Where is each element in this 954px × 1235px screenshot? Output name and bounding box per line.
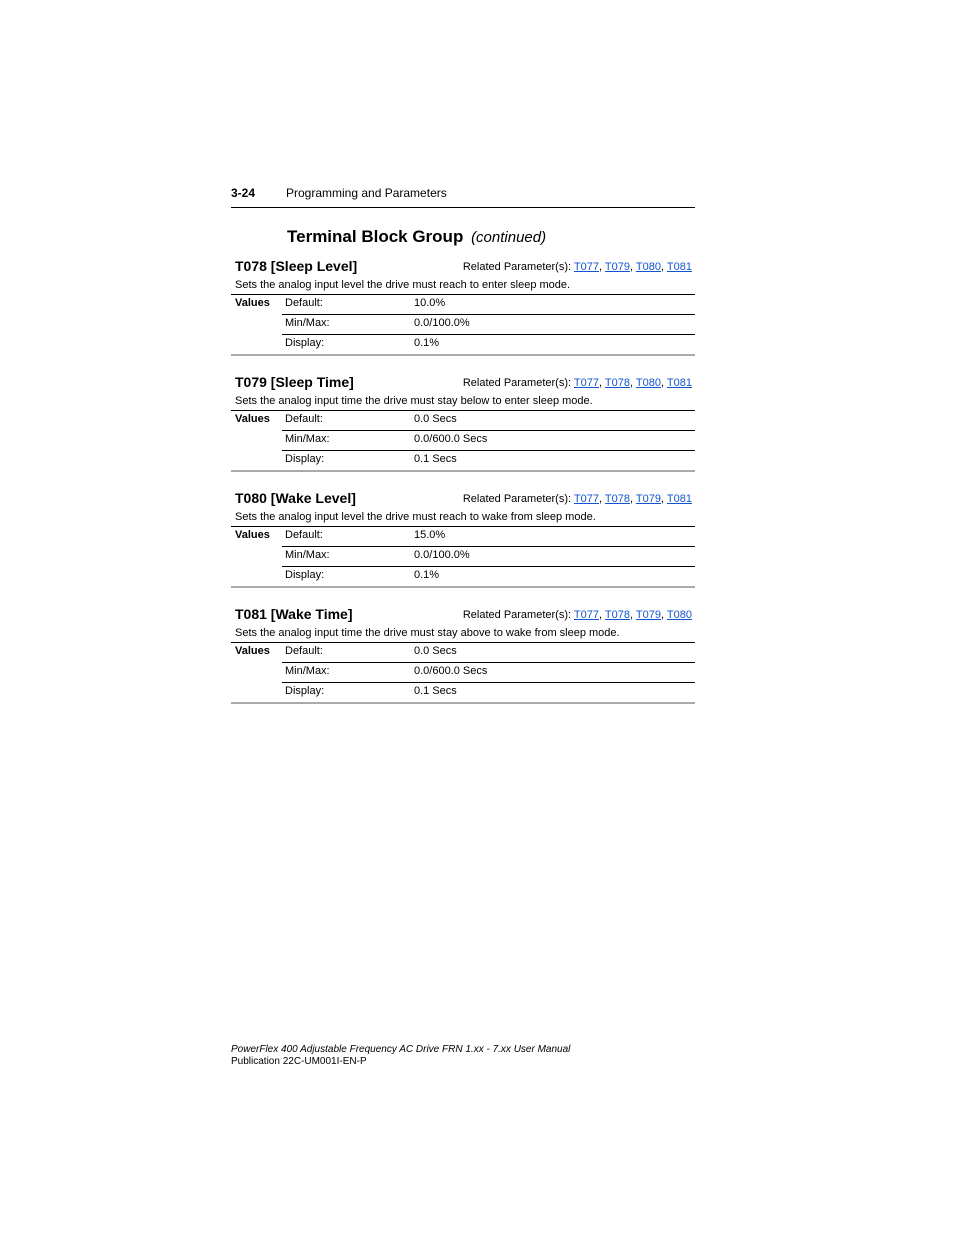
related-link[interactable]: T080 xyxy=(666,609,692,621)
value-row-display xyxy=(282,567,695,586)
value-cell: 0.0/100.0% xyxy=(414,549,470,561)
value-row-minmax xyxy=(282,547,695,567)
value-cell: 0.0/600.0 Secs xyxy=(414,433,488,445)
value-row-minmax xyxy=(282,663,695,683)
footer-manual-title: PowerFlex 400 Adjustable Frequency AC Drive FRN 1.xx - 7.xx User Manual xyxy=(231,1044,571,1055)
block-end-rule xyxy=(231,354,695,356)
value-row-minmax xyxy=(282,315,695,335)
value-row-minmax xyxy=(282,431,695,451)
parameter-title: T078 [Sleep Level] xyxy=(235,258,358,274)
value-key: Min/Max: xyxy=(285,665,330,677)
related-link[interactable]: T078 xyxy=(604,493,630,505)
parameter-block-t081 xyxy=(231,606,695,706)
parameter-title: T081 [Wake Time] xyxy=(235,606,353,622)
values-label: Values xyxy=(235,297,270,309)
values-label: Values xyxy=(235,413,270,425)
value-cell: 0.0 Secs xyxy=(414,645,457,657)
value-cell: 15.0% xyxy=(414,529,446,541)
value-cell: 0.1 Secs xyxy=(414,453,457,465)
related-label: Related Parameter(s): xyxy=(462,377,572,389)
related-link[interactable]: T081 xyxy=(666,377,692,389)
footer-publication: Publication 22C-UM001I-EN-P xyxy=(231,1056,367,1067)
page-header xyxy=(231,184,695,208)
value-cell: 0.0/100.0% xyxy=(414,317,470,329)
value-key: Min/Max: xyxy=(285,549,330,561)
value-row-display xyxy=(282,451,695,470)
value-key: Display: xyxy=(285,337,325,349)
value-cell: 0.0/600.0 Secs xyxy=(414,665,488,677)
related-label: Related Parameter(s): xyxy=(462,609,572,621)
value-cell: 10.0% xyxy=(414,297,446,309)
parameter-description: Sets the analog input level the drive must reach to enter sleep mode. xyxy=(235,279,571,291)
related-label: Related Parameter(s): xyxy=(462,493,572,505)
related-link[interactable]: T077 xyxy=(573,261,599,273)
related-link[interactable]: T077 xyxy=(573,493,599,505)
parameter-title: T080 [Wake Level] xyxy=(235,490,356,506)
related-link[interactable]: T079 xyxy=(635,493,661,505)
values-label: Values xyxy=(235,529,270,541)
value-key: Default: xyxy=(285,529,323,541)
section-title xyxy=(287,227,546,247)
value-key: Display: xyxy=(285,453,325,465)
parameter-block-t080 xyxy=(231,490,695,590)
value-key: Default: xyxy=(285,297,323,309)
related-link[interactable]: T078 xyxy=(604,377,630,389)
value-row-display xyxy=(282,683,695,702)
value-cell: 0.1% xyxy=(414,569,440,581)
related-parameters: Related Parameter(s): T077, T079, T080, T081 xyxy=(462,261,692,273)
section-title-text: Terminal Block Group xyxy=(287,227,464,246)
value-key: Min/Max: xyxy=(285,433,330,445)
parameter-block-t079 xyxy=(231,374,695,474)
value-row-default xyxy=(282,295,695,315)
value-key: Default: xyxy=(285,645,323,657)
parameter-title: T079 [Sleep Time] xyxy=(235,374,354,390)
value-cell: 0.1 Secs xyxy=(414,685,457,697)
related-link[interactable]: T080 xyxy=(635,261,661,273)
related-parameters: Related Parameter(s): T077, T078, T079, T081 xyxy=(462,493,692,505)
related-parameters: Related Parameter(s): T077, T078, T079, T080 xyxy=(462,609,692,621)
value-key: Min/Max: xyxy=(285,317,330,329)
related-link[interactable]: T077 xyxy=(573,609,599,621)
page-number: 3-24 xyxy=(231,186,256,200)
related-label: Related Parameter(s): xyxy=(462,261,572,273)
parameter-description: Sets the analog input time the drive must stay below to enter sleep mode. xyxy=(235,395,593,407)
value-key: Display: xyxy=(285,685,325,697)
parameter-block-t078 xyxy=(231,258,695,358)
block-end-rule xyxy=(231,470,695,472)
related-link[interactable]: T081 xyxy=(666,261,692,273)
related-link[interactable]: T078 xyxy=(604,609,630,621)
chapter-title: Programming and Parameters xyxy=(286,186,447,200)
section-continued: (continued) xyxy=(471,229,547,246)
values-label: Values xyxy=(235,645,270,657)
block-end-rule xyxy=(231,586,695,588)
value-row-default xyxy=(282,411,695,431)
related-link[interactable]: T079 xyxy=(604,261,630,273)
value-cell: 0.1% xyxy=(414,337,440,349)
block-end-rule xyxy=(231,702,695,704)
related-link[interactable]: T080 xyxy=(635,377,661,389)
parameter-description: Sets the analog input level the drive must reach to wake from sleep mode. xyxy=(235,511,596,523)
related-link[interactable]: T077 xyxy=(573,377,599,389)
value-row-default xyxy=(282,527,695,547)
value-key: Display: xyxy=(285,569,325,581)
value-cell: 0.0 Secs xyxy=(414,413,457,425)
value-row-display xyxy=(282,335,695,354)
value-row-default xyxy=(282,643,695,663)
page-footer xyxy=(231,1044,570,1068)
parameter-description: Sets the analog input time the drive must stay above to wake from sleep mode. xyxy=(235,627,620,639)
related-parameters: Related Parameter(s): T077, T078, T080, T081 xyxy=(462,377,692,389)
value-key: Default: xyxy=(285,413,323,425)
related-link[interactable]: T081 xyxy=(666,493,692,505)
related-link[interactable]: T079 xyxy=(635,609,661,621)
